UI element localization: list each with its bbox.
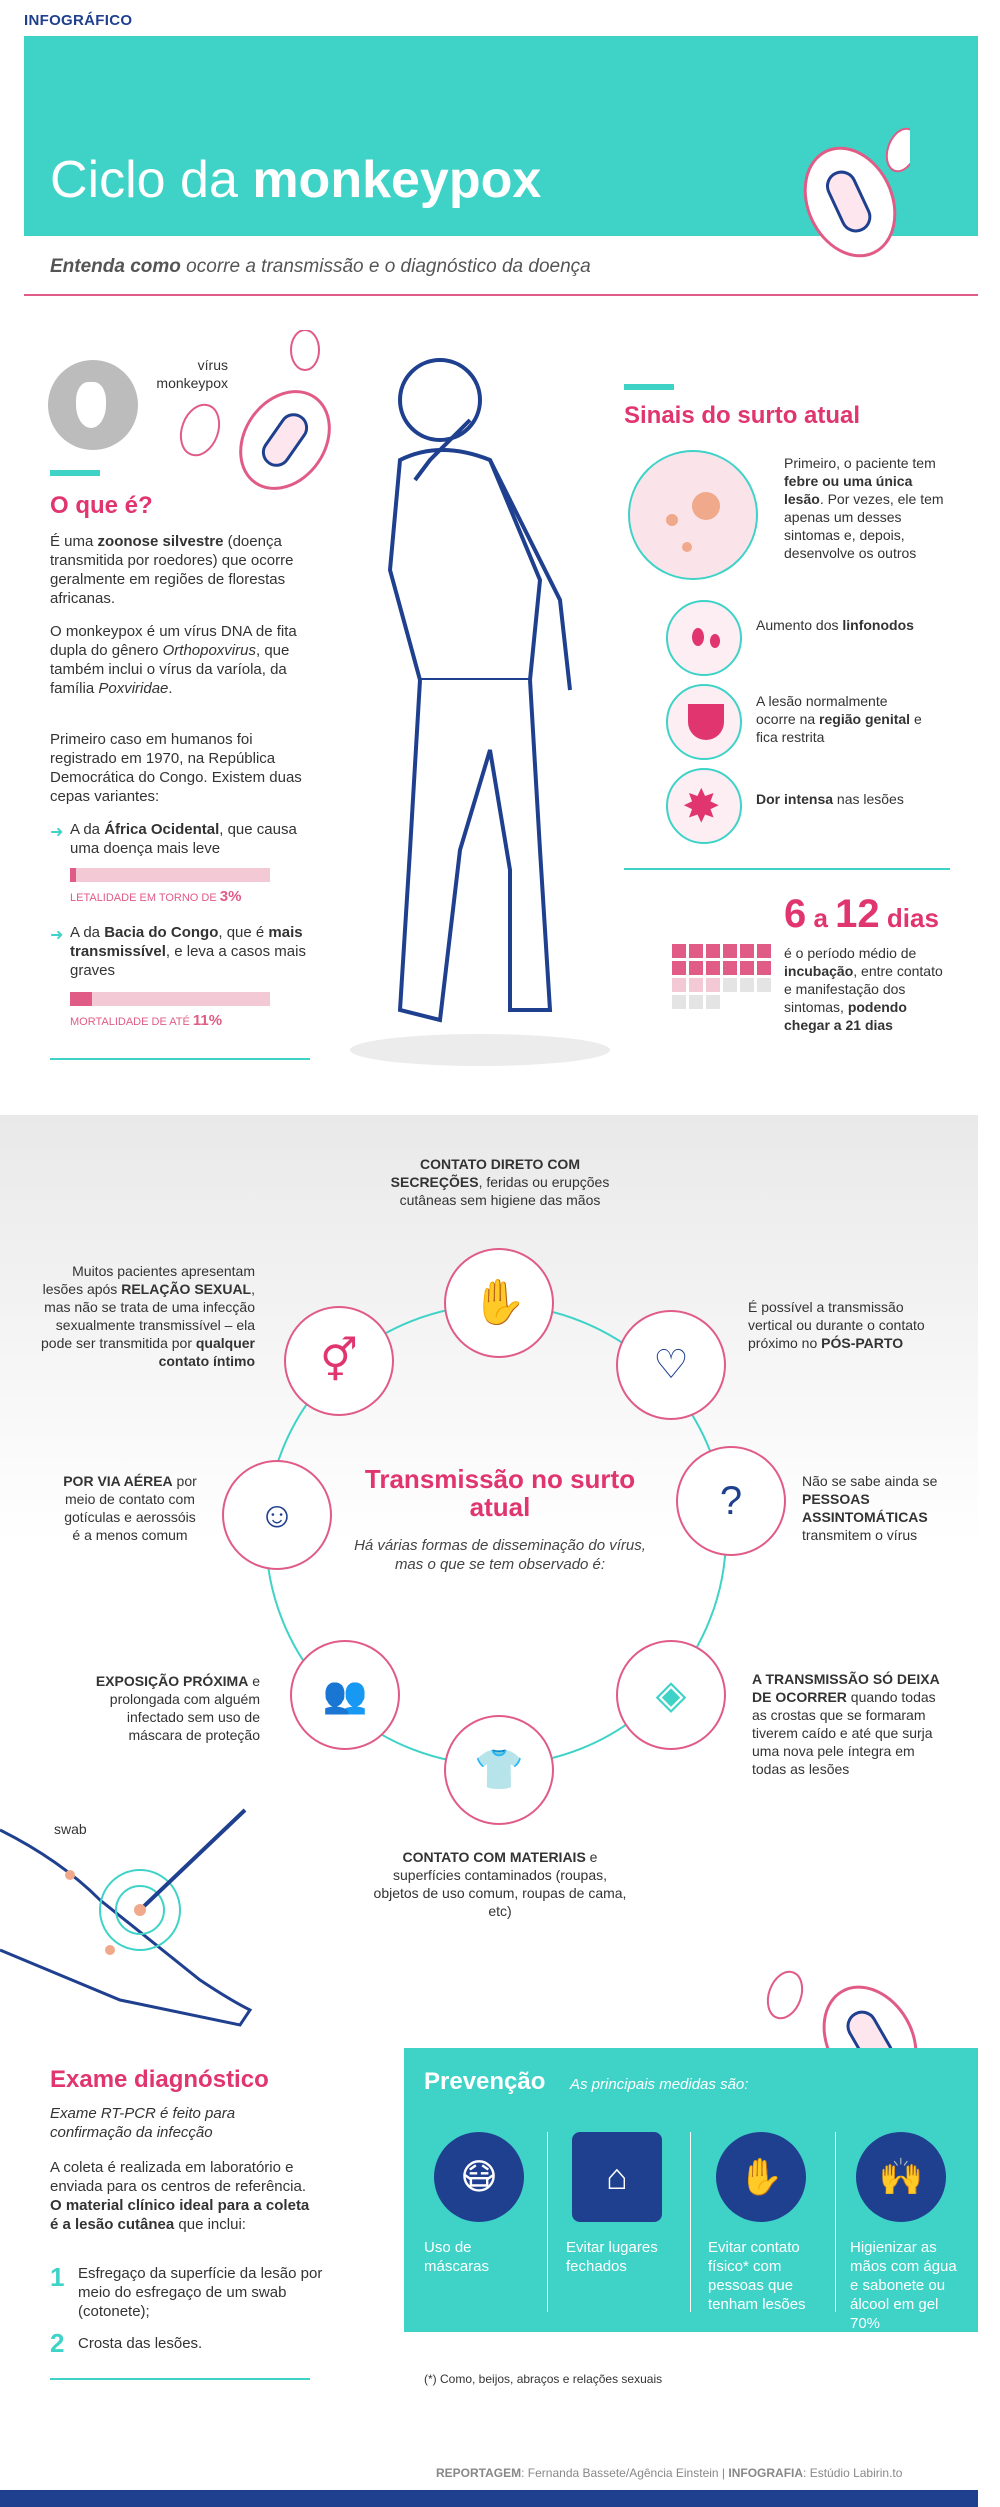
credits: REPORTAGEM: Fernanda Bassete/Agência Einstein | INFOGRAFIA: Estúdio Labirin.to: [436, 2466, 903, 2480]
mask-icon: 😷: [434, 2132, 524, 2222]
transmission-subtitle: Há várias formas de disseminação do vírus, mas o que se tem observado é:: [354, 1537, 646, 1573]
exam-subtitle: Exame RT-PCR é feito para confirmação da infecção: [50, 2105, 236, 2141]
exam-heading: Exame diagnóstico: [50, 2066, 269, 2093]
divider: [547, 2132, 548, 2312]
title-divider: [24, 294, 978, 296]
swab-label: swab: [54, 1821, 87, 1837]
transmission-materials: CONTATO COM MATERIAIS e superfícies contaminados (roupas, objetos de uso comum, roupas de cama, etc): [373, 1849, 627, 1919]
what-is-paragraph-1: É uma zoonose silvestre (doença transmitida por roedores) que ocorre geralmente em regiões de florestas africanas.: [50, 533, 294, 607]
page-title: Ciclo da monkeypox: [50, 151, 542, 209]
signs-dash: [624, 384, 674, 390]
prevention-subtitle: As principais medidas são:: [570, 2076, 749, 2093]
what-is-paragraph-2: O monkeypox é um vírus DNA de fita dupla do gênero Orthopoxvirus, que também inclui o vírus da varíola, da família Poxviridae.: [50, 623, 297, 697]
closed-place-icon: ⌂: [572, 2132, 662, 2222]
fever-lesion-icon: [628, 450, 758, 580]
transmission-asymptomatic: Não se sabe ainda se PESSOAS ASSINTOMÁTICAS transmitem o vírus: [802, 1473, 938, 1543]
virus-illustration-left: [160, 330, 340, 500]
asymptomatic-person-icon: ?: [676, 1446, 786, 1556]
sign-genital-lesion: A lesão normalmente ocorre na região genital e fica restrita: [756, 693, 922, 745]
lethality-label: LETALIDADE EM TORNO DE 3%: [70, 888, 242, 905]
incubation-day-cell: [672, 995, 686, 1009]
incubation-day-cell: [672, 944, 686, 958]
sign-intense-pain: Dor intensa nas lesões: [756, 791, 904, 807]
lymph-node-icon: [666, 600, 742, 676]
incubation-day-cell: [740, 944, 754, 958]
divider: [835, 2132, 836, 2312]
hand-contact-icon: ✋: [444, 1248, 554, 1358]
transmission-title: Transmissão no surto atual: [364, 1464, 636, 1522]
footer-bar: [0, 2490, 978, 2507]
exam-step-1: Esfregaço da superfície da lesão por meio do esfregaço de um swab (cotonete);: [78, 2265, 323, 2320]
arrow-icon: ➜: [50, 824, 64, 841]
transmission-until-healed: A TRANSMISSÃO SÓ DEIXA DE OCORRER quando todas as crostas que se formaram tiverem caído e até que surja uma nova pele íntegra em todas as lesões: [752, 1671, 940, 1777]
prevention-hand-hygiene: Higienizar as mãos com água e sabonete ou álcool em gel 70%: [850, 2239, 957, 2332]
incubation-range: 6 a 12 dias: [784, 892, 939, 936]
divider: [690, 2132, 691, 2312]
sign-lymph-nodes: Aumento dos linfonodos: [756, 617, 914, 633]
section-divider: [624, 868, 950, 870]
what-is-paragraph-3: Primeiro caso em humanos foi registrado em 1970, na República Democrática do Congo. Existem duas cepas variantes:: [50, 731, 302, 805]
incubation-day-cell: [672, 961, 686, 975]
prevention-heading: Prevenção: [424, 2068, 546, 2095]
what-is-dash: [50, 470, 100, 476]
incubation-day-cell: [706, 995, 720, 1009]
incubation-day-cell: [740, 961, 754, 975]
incubation-day-cell: [757, 978, 771, 992]
hand-washing-icon: 🙌: [856, 2132, 946, 2222]
globe-icon: [48, 360, 138, 450]
variant-west-africa: A da África Ocidental, que causa uma doença mais leve: [70, 821, 297, 857]
exam-paragraph: A coleta é realizada em laboratório e enviada para os centros de referência. O material clínico ideal para a coleta é a lesão cutânea que inclui:: [50, 2159, 310, 2233]
no-touch-hands-icon: ✋: [716, 2132, 806, 2222]
lethality-bar: [70, 868, 270, 882]
virus-illustration-top: [790, 110, 910, 270]
incubation-day-cell: [689, 978, 703, 992]
sex-symbol-warning-icon: ⚥: [284, 1306, 394, 1416]
prevention-avoid-contact: Evitar contato físico* com pessoas que tenham lesões: [708, 2239, 806, 2313]
incubation-text: é o período médio de incubação, entre contato e manifestação dos sintomas, podendo chegar a 21 dias: [784, 945, 943, 1033]
incubation-day-cell: [689, 944, 703, 958]
incubation-day-cell: [672, 978, 686, 992]
what-is-heading: O que é?: [50, 492, 153, 519]
genital-region-icon: [666, 684, 742, 760]
mortality-label: MORTALIDADE DE ATÉ 11%: [70, 1012, 223, 1029]
infographic-tag: INFOGRÁFICO: [24, 12, 133, 29]
prevention-closed-places: Evitar lugares fechados: [566, 2239, 658, 2275]
incubation-day-cell: [757, 944, 771, 958]
hand-swab-illustration: [0, 1800, 270, 2030]
prevention-masks: Uso de máscaras: [424, 2239, 490, 2275]
incubation-day-cell: [757, 961, 771, 975]
incubation-day-cell: [689, 995, 703, 1009]
step-number: 1: [50, 2262, 65, 2292]
incubation-day-cell: [723, 944, 737, 958]
incubation-day-cell: [689, 961, 703, 975]
transmission-airborne: POR VIA AÉREA por meio de contato com gotículas e aerossóis é a menos comum: [63, 1473, 197, 1543]
incubation-day-cell: [740, 978, 754, 992]
airborne-head-icon: ☺: [222, 1460, 332, 1570]
incubation-day-cell: [706, 944, 720, 958]
section-divider: [50, 1058, 310, 1060]
incubation-day-cell: [723, 961, 737, 975]
prevention-footnote: (*) Como, beijos, abraços e relações sexuais: [424, 2372, 663, 2386]
transmission-direct-contact: CONTATO DIRETO COM SECREÇÕES, feridas ou erupções cutâneas sem higiene das mãos: [390, 1156, 610, 1208]
incubation-day-cell: [706, 978, 720, 992]
signs-heading: Sinais do surto atual: [624, 402, 861, 429]
step-number: 2: [50, 2328, 65, 2358]
pain-icon: ✸: [666, 768, 742, 844]
baby-hands-icon: ♡: [616, 1310, 726, 1420]
mortality-bar: [70, 992, 270, 1006]
transmission-sexual: Muitos pacientes apresentam lesões após RELAÇÃO SEXUAL, mas não se trata de uma infecção sexualmente transmissível – ela pode ser transmitida por qualquer contato íntimo: [41, 1263, 255, 1369]
exam-step-2: Crosta das lesões.: [78, 2335, 203, 2352]
transmission-postpartum: É possível a transmissão vertical ou durante o contato próximo no PÓS-PARTO: [748, 1299, 925, 1351]
variant-congo-basin: A da Bacia do Congo, que é mais transmissível, e leva a casos mais graves: [70, 924, 306, 979]
close-exposure-icon: 👥: [290, 1640, 400, 1750]
section-divider: [50, 2378, 310, 2380]
tshirt-icon: 👕: [444, 1715, 554, 1825]
transmission-close-exposure: EXPOSIÇÃO PRÓXIMA e prolongada com alguém infectado sem uso de máscara de proteção: [95, 1673, 260, 1743]
scab-layers-icon: ◈: [616, 1640, 726, 1750]
incubation-day-cell: [723, 978, 737, 992]
incubation-day-cell: [706, 961, 720, 975]
arrow-icon: ➜: [50, 927, 64, 944]
sign-fever: Primeiro, o paciente tem febre ou uma única lesão. Por vezes, ele tem apenas um desses sintomas e, depois, desenvolve os outros: [784, 455, 944, 561]
virus-label: vírus monkeypox: [156, 357, 228, 391]
person-illustration: [340, 350, 620, 1070]
page-subtitle: Entenda como ocorre a transmissão e o diagnóstico da doença: [50, 256, 591, 277]
